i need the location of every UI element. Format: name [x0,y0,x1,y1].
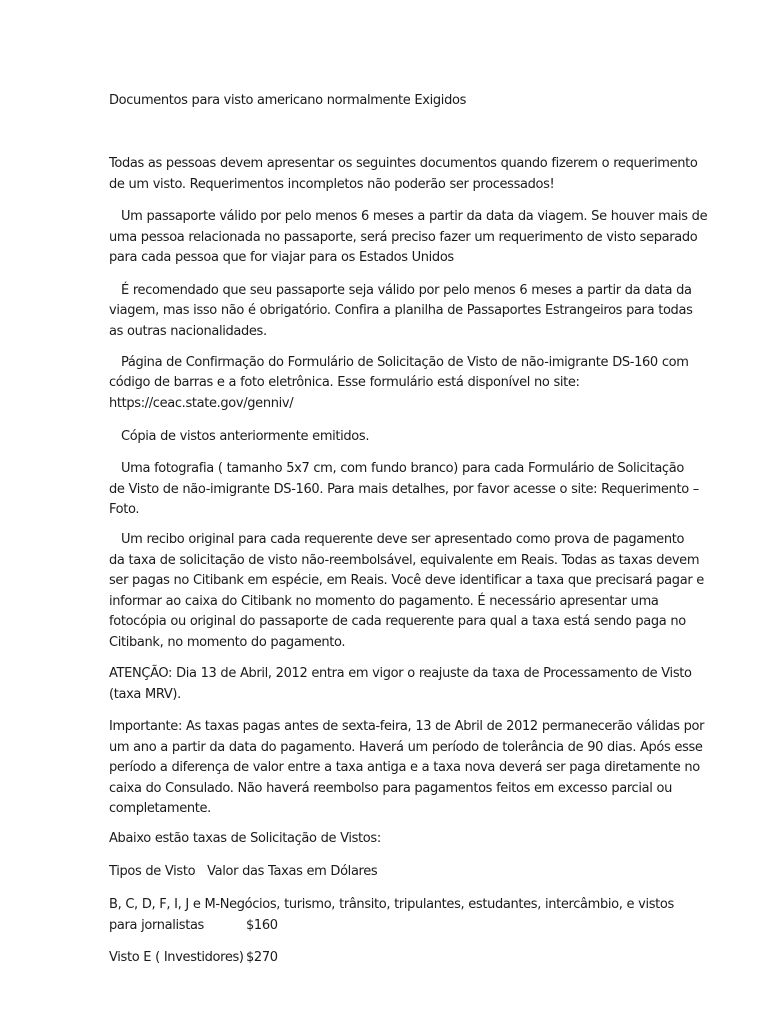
previous-visas-line: Cópia de vistos anteriormente emitidos. [121,429,370,444]
fee-row-price: $270 [246,950,278,965]
ds160-url: https://ceac.state.gov/genniv/ [109,396,294,411]
intro-line: de um visto. Requerimentos incompletos não poderão ser processados! [109,177,555,192]
receipt-line: fotocópia ou original do passaporte de cada requerente para qual a taxa está sendo paga no [109,614,686,629]
receipt-line: ser pagas no Citibank em espécie, em Reais. Você deve identificar a taxa que precisará pagar e [109,573,704,588]
fee-row-label: B, C, D, F, I, J e M-Negócios, turismo, trânsito, tripulantes, estudantes, intercâmbio, e vistos [109,897,674,912]
recommendation-line: É recomendado que seu passaporte seja válido por pelo menos 6 meses a partir da data da [121,283,692,298]
important-line: caixa do Consulado. Não haverá reembolso para pagamentos feitos em excesso parcial ou [109,781,672,796]
recommendation-line: viagem, mas isso não é obrigatório. Confira a planilha de Passaportes Estrangeiros para todas [109,303,693,318]
important-line: um ano a partir da data do pagamento. Haverá um período de tolerância de 90 dias. Após esse [109,740,703,755]
receipt-line: Um recibo original para cada requerente deve ser apresentado como prova de pagamento [121,532,685,547]
important-line: completamente. [109,801,211,816]
receipt-line: Citibank, no momento do pagamento. [109,635,346,650]
fee-row-label: Visto E ( Investidores) [109,950,244,965]
ds160-line: código de barras e a foto eletrônica. Esse formulário está disponível no site: [109,375,580,390]
attention-line: (taxa MRV). [109,687,181,702]
passport-line: Um passaporte válido por pelo menos 6 meses a partir da data da viagem. Se houver mais de [121,209,708,224]
fee-row-price: $160 [246,918,278,933]
fees-table-header: Tipos de Visto Valor das Taxas em Dólares [109,864,378,879]
attention-line: ATENÇÃO: Dia 13 de Abril, 2012 entra em vigor o reajuste da taxa de Processamento de Visto [109,666,692,681]
recommendation-line: as outras nacionalidades. [109,324,267,339]
receipt-line: informar ao caixa do Citibank no momento do pagamento. É necessário apresentar uma [109,594,659,609]
intro-line: Todas as pessoas devem apresentar os seguintes documentos quando fizerem o requerimento [109,156,698,171]
photo-line: de Visto de não-imigrante DS-160. Para mais detalhes, por favor acesse o site: Requerimento – [109,482,699,497]
important-line: Importante: As taxas pagas antes de sexta-feira, 13 de Abril de 2012 permanecerão válidas por [109,719,705,734]
important-line: período a diferença de valor entre a taxa antiga e a taxa nova deverá ser paga diretamente no [109,760,700,775]
fees-heading: Abaixo estão taxas de Solicitação de Vistos: [109,831,381,846]
fee-row-label: para jornalistas [109,918,204,933]
receipt-line: da taxa de solicitação de visto não-reembolsável, equivalente em Reais. Todas as taxas devem [109,553,700,568]
photo-line: Foto. [109,502,140,517]
passport-line: uma pessoa relacionada no passaporte, será preciso fazer um requerimento de visto separado [109,230,698,245]
photo-line: Uma fotografia ( tamanho 5x7 cm, com fundo branco) para cada Formulário de Solicitação [121,461,684,476]
document-title: Documentos para visto americano normalmente Exigidos [109,93,466,108]
ds160-line: Página de Confirmação do Formulário de Solicitação de Visto de não-imigrante DS-160 com [121,355,689,370]
passport-line: para cada pessoa que for viajar para os Estados Unidos [109,250,454,265]
